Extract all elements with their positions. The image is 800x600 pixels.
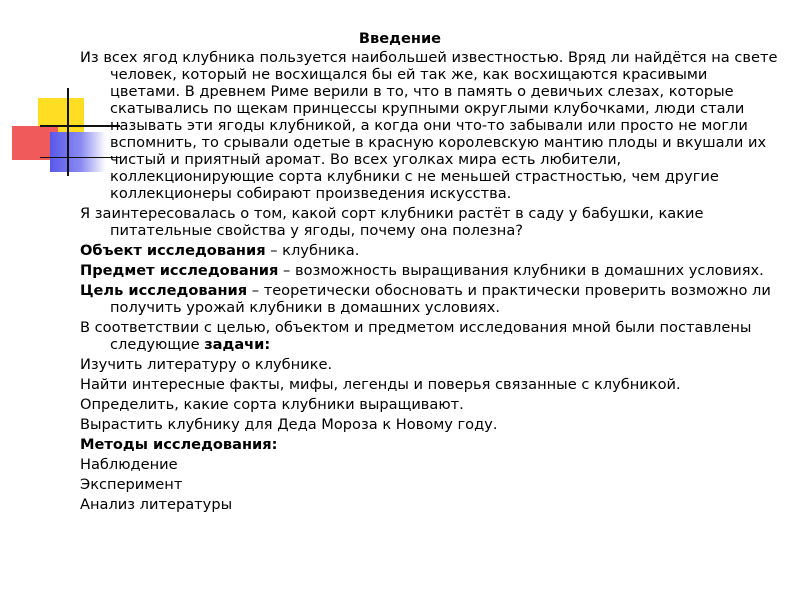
goal-text: – теоретически обосновать и практически проверить возможно ли получить урожай клубники в домашних условиях. <box>110 282 771 316</box>
tasks-intro-bold: задачи: <box>204 336 271 353</box>
object-text: – клубника. <box>265 242 360 259</box>
intro-paragraph: Из всех ягод клубника пользуется наибольшей известностью. Вряд ли найдётся на свете человек, который не восхищался бы ей так же, как восхищаются красивыми цветами. В древнем Риме верили в то, что в память о девичьих слезах, которые скатывались по щекам принцессы крупными округлыми клубочками, люди стали называть эти ягоды клубникой, а когда они что-то забывали или просто не могли вспомнить, то срывали одетые в красную королевскую мантию плоды и вкушали их чистый и приятный аромат. Во всех уголках мира есть любители, коллекционирующие сорта клубники с не меньшей страстностью, чем другие коллекционеры собирают произведения искусства. <box>80 49 778 202</box>
goal-label: Цель исследования <box>80 282 248 299</box>
task-item: Определить, какие сорта клубники выращивают. <box>80 396 464 413</box>
method-item: Наблюдение <box>80 456 178 473</box>
task-item: Найти интересные факты, мифы, легенды и поверья связанные с клубникой. <box>80 376 681 393</box>
subject-label: Предмет исследования <box>80 262 279 279</box>
tasks-intro-paragraph <box>80 319 780 353</box>
subject-paragraph <box>80 262 780 279</box>
tasks-intro-text: В соответствии с целью, объектом и предметом исследования мной были поставлены следующие <box>80 319 752 353</box>
task-item: Изучить литературу о клубнике. <box>80 356 333 373</box>
subject-text: – возможность выращивания клубники в домашних условиях. <box>278 262 764 279</box>
method-item: Эксперимент <box>80 476 183 493</box>
object-paragraph <box>80 242 780 259</box>
goal-paragraph <box>80 282 780 316</box>
interest-paragraph: Я заинтересовалась о том, какой сорт клубники растёт в саду у бабушки, какие питательные свойства у ягоды, почему она полезна? <box>80 205 704 239</box>
slide-title: Введение <box>358 30 442 47</box>
object-label: Объект исследования <box>80 242 266 259</box>
vertical-line-shape <box>67 88 69 176</box>
slide-content <box>80 49 780 516</box>
task-item: Вырастить клубнику для Деда Мороза к Новому году. <box>80 416 498 433</box>
methods-title: Методы исследования: <box>80 436 278 453</box>
method-item: Анализ литературы <box>80 496 233 513</box>
